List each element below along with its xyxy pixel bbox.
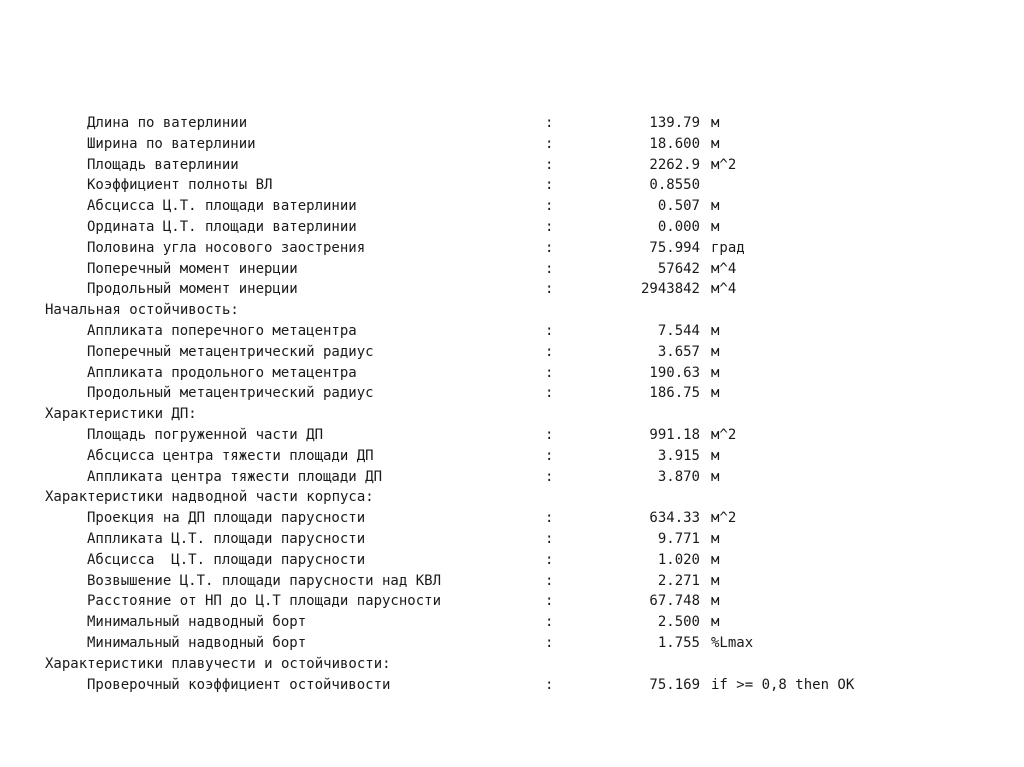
parameter-row [0,113,1024,134]
parameter-unit: м [711,614,720,631]
parameter-label: Поперечный момент инерции [87,260,298,277]
parameter-value: 9.771 [657,530,700,547]
parameter-row [0,633,1024,654]
section-heading: Характеристики плавучести и остойчивости: [45,655,391,672]
parameter-row [0,217,1024,238]
parameter-value: 2262.9 [649,156,700,173]
separator-colon: : [545,364,554,381]
parameter-row [0,571,1024,592]
parameter-row [0,175,1024,196]
parameter-label: Аппликата поперечного метацентра [87,322,357,339]
section-heading-line [0,487,1024,508]
parameter-unit: м^2 [711,510,737,527]
section-heading-line [0,300,1024,321]
parameter-unit: м [711,572,720,589]
parameter-row [0,550,1024,571]
parameter-label: Площадь погруженной части ДП [87,426,324,443]
separator-colon: : [545,510,554,527]
separator-colon: : [545,676,554,693]
parameter-value: 75.994 [649,239,700,256]
parameter-row [0,134,1024,155]
parameter-value: 991.18 [649,426,700,443]
parameter-unit: град [711,239,745,256]
section-heading: Начальная остойчивость: [45,302,239,319]
separator-colon: : [545,239,554,256]
parameter-row [0,508,1024,529]
separator-colon: : [545,447,554,464]
parameter-row [0,425,1024,446]
parameter-value: 186.75 [649,385,700,402]
separator-colon: : [545,551,554,568]
parameter-unit: м [711,364,720,381]
parameter-unit: м [711,343,720,360]
parameter-unit: м [711,135,720,152]
separator-colon: : [545,572,554,589]
parameter-label: Минимальный надводный борт [87,614,307,631]
parameter-row [0,259,1024,280]
parameter-value: 75.169 [649,676,700,693]
parameter-value: 67.748 [649,593,700,610]
parameter-label: Поперечный метацентрический радиус [87,343,374,360]
parameter-row [0,612,1024,633]
parameter-label: Проекция на ДП площади парусности [87,510,366,527]
parameter-value: 0.8550 [649,177,700,194]
separator-colon: : [545,530,554,547]
parameter-unit: м [711,218,720,235]
parameter-unit: м^4 [711,260,737,277]
parameter-unit: м [711,551,720,568]
parameter-value: 1.755 [657,634,700,651]
parameter-value: 3.657 [657,343,700,360]
parameter-label: Ширина по ватерлинии [87,135,256,152]
parameter-row [0,675,1024,696]
separator-colon: : [545,426,554,443]
parameter-value: 2943842 [640,281,700,298]
parameter-unit: м [711,322,720,339]
separator-colon: : [545,322,554,339]
parameter-value: 57642 [657,260,700,277]
parameter-label: Проверочный коэффициент остойчивости [87,676,391,693]
parameter-row [0,529,1024,550]
separator-colon: : [545,218,554,235]
parameter-row [0,446,1024,467]
parameter-label: Длина по ватерлинии [87,115,248,131]
parameter-label: Продольный момент инерции [87,281,298,298]
separator-colon: : [545,156,554,173]
parameter-value: 7.544 [657,322,700,339]
parameter-label: Абсцисса центра тяжести площади ДП [87,447,374,464]
parameter-unit: м [711,447,720,464]
parameter-row [0,591,1024,612]
separator-colon: : [545,198,554,215]
parameter-unit: м [711,385,720,402]
parameter-label: Абсцисса Ц.Т. площади ватерлинии [87,198,357,215]
parameter-value: 18.600 [649,135,700,152]
parameter-row [0,383,1024,404]
separator-colon: : [545,177,554,194]
parameter-unit: м [711,115,720,131]
parameter-row [0,238,1024,259]
separator-colon: : [545,634,554,651]
separator-colon: : [545,135,554,152]
parameter-value: 2.271 [657,572,700,589]
parameter-unit: %Lmax [711,634,754,651]
parameter-unit: м [711,593,720,610]
parameter-row [0,342,1024,363]
separator-colon: : [545,614,554,631]
stability-report [0,113,1024,695]
separator-colon: : [545,260,554,277]
parameter-label: Расстояние от НП до Ц.Т площади парусности [87,593,442,610]
parameter-unit: м^2 [711,156,737,173]
section-heading: Характеристики надводной части корпуса: [45,489,374,506]
parameter-label: Возвышение Ц.Т. площади парусности над КВЛ [87,572,442,589]
parameter-label: Абсцисса Ц.Т. площади парусности [87,551,366,568]
separator-colon: : [545,281,554,298]
section-heading-line [0,404,1024,425]
parameter-label: Площадь ватерлинии [87,156,239,173]
section-heading-line [0,654,1024,675]
parameter-row [0,155,1024,176]
parameter-value: 3.870 [657,468,700,485]
separator-colon: : [545,593,554,610]
parameter-row [0,279,1024,300]
separator-colon: : [545,468,554,485]
parameter-label: Аппликата центра тяжести площади ДП [87,468,383,485]
separator-colon: : [545,115,554,131]
parameter-unit: м [711,198,720,215]
parameter-label: Ордината Ц.Т. площади ватерлинии [87,218,357,235]
parameter-unit: м [711,468,720,485]
parameter-unit: if >= 0,8 then OK [711,676,855,693]
parameter-row [0,321,1024,342]
parameter-label: Половина угла носового заострения [87,239,366,256]
parameter-value: 3.915 [657,447,700,464]
parameter-label: Продольный метацентрический радиус [87,385,374,402]
parameter-row [0,467,1024,488]
parameter-value: 634.33 [649,510,700,527]
parameter-value: 139.79 [649,115,700,131]
parameter-row [0,363,1024,384]
parameter-row [0,196,1024,217]
parameter-value: 0.000 [657,218,700,235]
parameter-label: Аппликата Ц.Т. площади парусности [87,530,366,547]
parameter-value: 0.507 [657,198,700,215]
parameter-unit: м^4 [711,281,737,298]
parameter-value: 190.63 [649,364,700,381]
parameter-value: 1.020 [657,551,700,568]
separator-colon: : [545,385,554,402]
section-heading: Характеристики ДП: [45,406,197,423]
parameter-value: 2.500 [657,614,700,631]
parameter-unit: м [711,530,720,547]
separator-colon: : [545,343,554,360]
parameter-label: Коэффициент полноты ВЛ [87,177,273,194]
parameter-label: Минимальный надводный борт [87,634,307,651]
parameter-unit: м^2 [711,426,737,443]
parameter-label: Аппликата продольного метацентра [87,364,357,381]
